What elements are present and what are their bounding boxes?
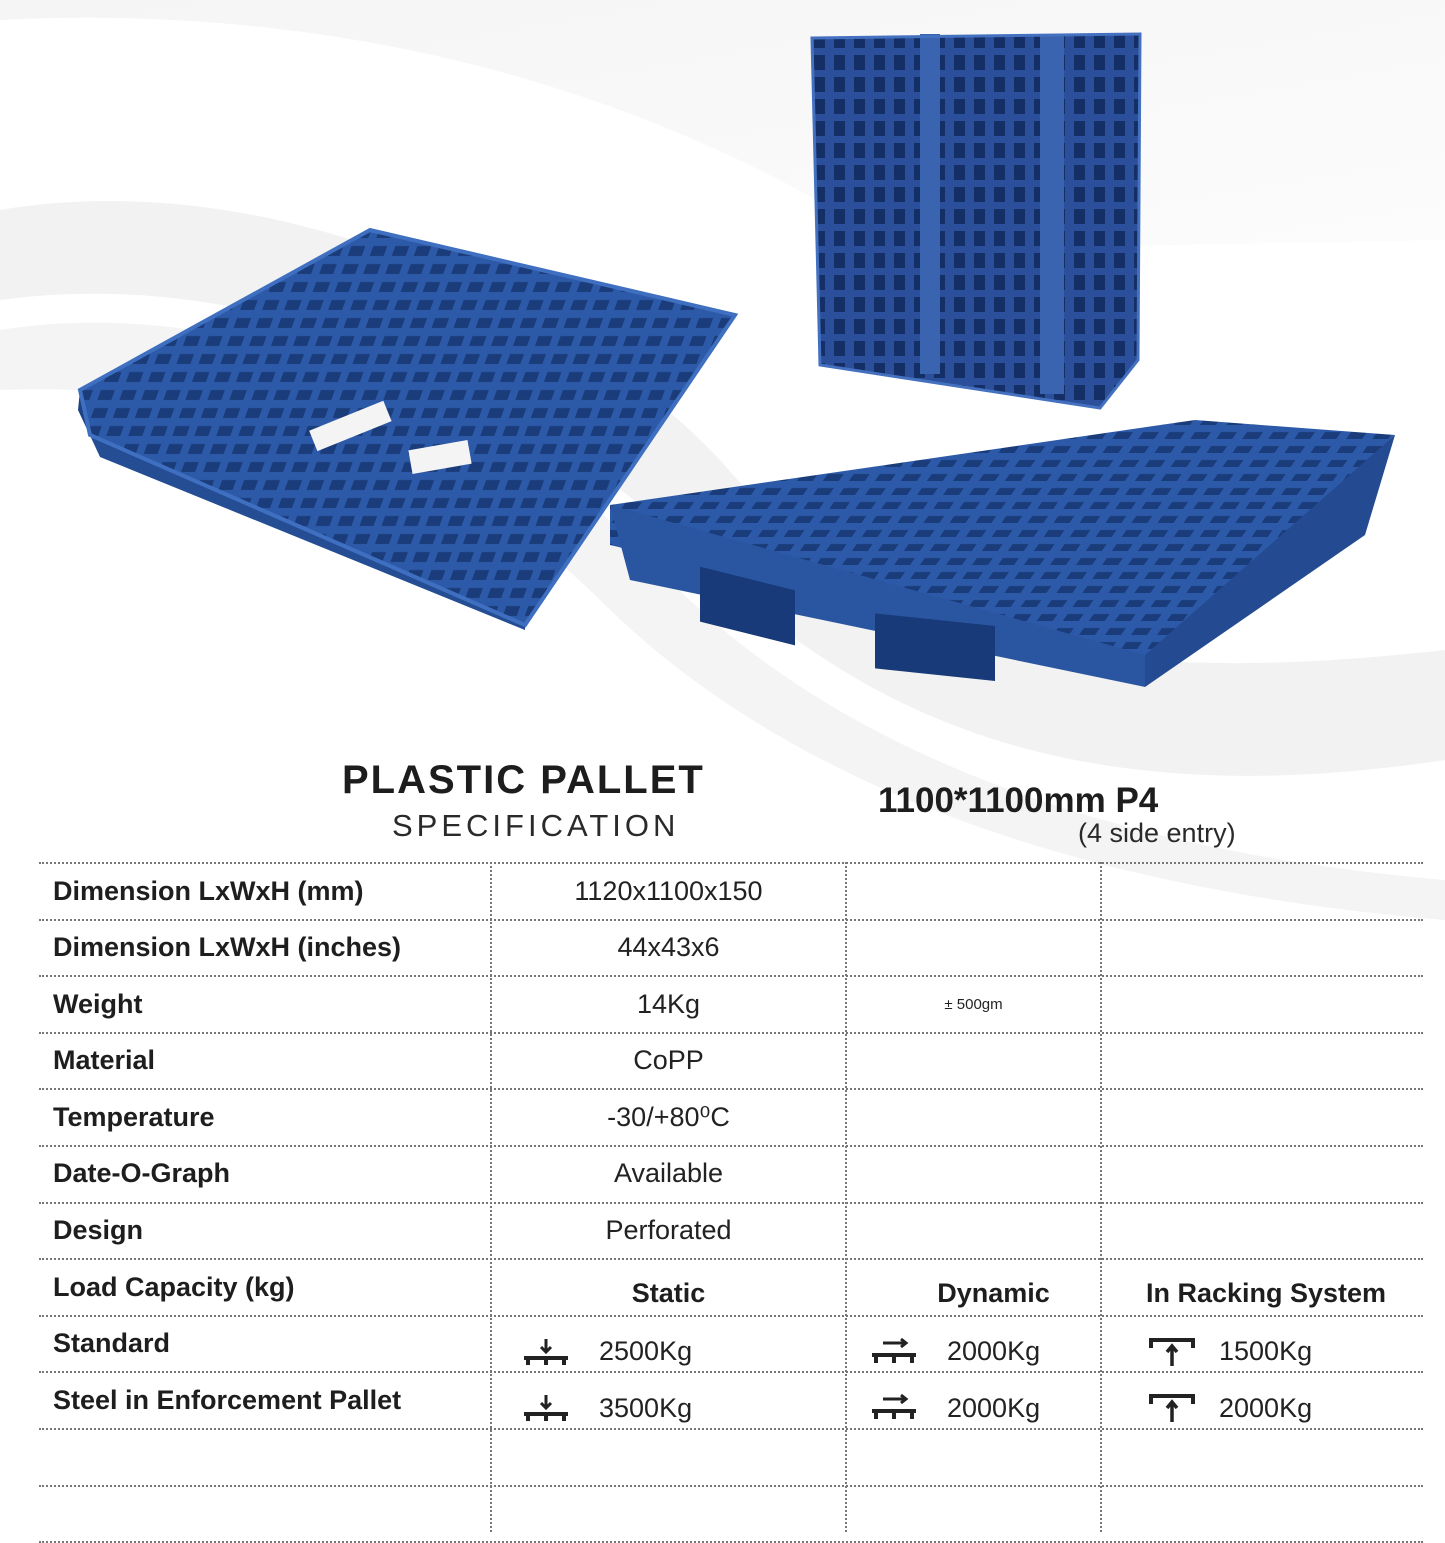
spec-label: Material bbox=[53, 1045, 156, 1076]
racking-header: In Racking System bbox=[1145, 1277, 1387, 1308]
load-row-label: Standard bbox=[53, 1328, 171, 1359]
racking-load-icon bbox=[1147, 1392, 1197, 1424]
spec-row-design bbox=[39, 1202, 1423, 1259]
spec-value: 1120x1100x150 bbox=[574, 875, 763, 906]
spec-value: CoPP bbox=[633, 1045, 704, 1076]
spec-value: Available bbox=[613, 1158, 724, 1189]
document-title: PLASTIC PALLET bbox=[342, 758, 705, 802]
spec-row-date-o-graph bbox=[39, 1145, 1423, 1202]
pallet-side-view-image bbox=[605, 415, 1400, 690]
spec-label: Weight bbox=[53, 988, 143, 1019]
static-load-value: 3500Kg bbox=[599, 1392, 693, 1423]
model-note: (4 side entry) bbox=[1078, 818, 1236, 848]
pallet-stacked-image bbox=[810, 30, 1145, 410]
racking-load-value: 2000Kg bbox=[1219, 1392, 1313, 1423]
spec-value: 44x43x6 bbox=[617, 932, 720, 963]
spec-tolerance: ± 500gm bbox=[944, 995, 1003, 1013]
load-row-steel-enforcement bbox=[39, 1371, 1423, 1428]
spec-row-material bbox=[39, 1032, 1423, 1089]
spec-label: Temperature bbox=[53, 1101, 215, 1132]
spec-value: -30/+80⁰C bbox=[607, 1101, 730, 1132]
spec-table bbox=[39, 862, 1423, 1543]
spec-row-dimension-inches bbox=[39, 919, 1423, 976]
racking-load-value: 1500Kg bbox=[1219, 1336, 1313, 1367]
dynamic-load-icon bbox=[869, 1393, 919, 1423]
spec-row-weight bbox=[39, 975, 1423, 1032]
static-load-icon bbox=[521, 1337, 571, 1367]
load-row-label: Steel in Enforcement Pallet bbox=[53, 1384, 402, 1415]
document-subtitle: SPECIFICATION bbox=[392, 808, 680, 843]
empty-row bbox=[39, 1485, 1423, 1543]
static-load-value: 2500Kg bbox=[599, 1336, 693, 1367]
model-name: 1100*1100mm P4 bbox=[878, 781, 1159, 820]
spec-row-dimension-mm bbox=[39, 862, 1423, 919]
load-capacity-header-row bbox=[39, 1258, 1423, 1315]
spec-row-temperature bbox=[39, 1088, 1423, 1145]
dynamic-load-value: 2000Kg bbox=[947, 1392, 1041, 1423]
racking-load-icon bbox=[1147, 1336, 1197, 1368]
spec-label: Dimension LxWxH (mm) bbox=[53, 875, 364, 906]
static-load-icon bbox=[521, 1393, 571, 1423]
empty-row bbox=[39, 1428, 1423, 1485]
spec-label: Dimension LxWxH (inches) bbox=[53, 932, 402, 963]
dynamic-load-value: 2000Kg bbox=[947, 1336, 1041, 1367]
spec-value: 14Kg bbox=[636, 988, 701, 1019]
static-header: Static bbox=[631, 1277, 706, 1308]
spec-value: Perforated bbox=[605, 1215, 732, 1246]
spec-label: Design bbox=[53, 1215, 144, 1246]
dynamic-load-icon bbox=[869, 1337, 919, 1367]
spec-label: Date-O-Graph bbox=[53, 1158, 231, 1189]
load-row-standard bbox=[39, 1315, 1423, 1372]
load-capacity-label: Load Capacity (kg) bbox=[53, 1271, 295, 1302]
dynamic-header: Dynamic bbox=[937, 1277, 1050, 1308]
